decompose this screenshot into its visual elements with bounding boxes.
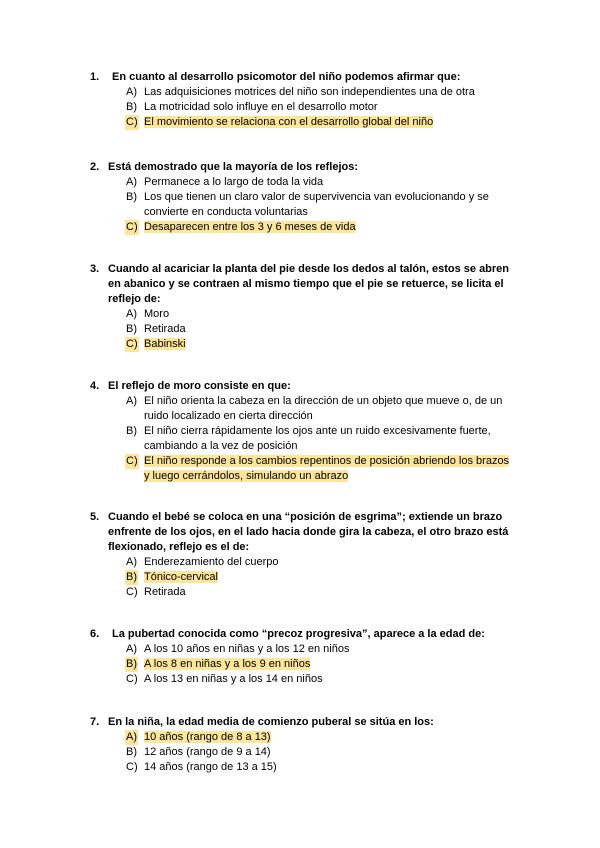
option-text: Las adquisiciones motrices del niño son independientes una de otra [144, 86, 475, 98]
option-letter: C) [126, 586, 138, 598]
option-a [0, 85, 600, 100]
option-letter: C) [126, 761, 138, 773]
option-letter: B) [126, 571, 137, 583]
option-letter: B) [126, 425, 137, 437]
option-a-correct [0, 730, 600, 745]
question-number: 4. [90, 380, 100, 392]
question-7 [0, 715, 600, 775]
option-b [0, 745, 600, 760]
option-letter: C) [126, 455, 138, 467]
option-text-highlighted: Babinski [144, 338, 186, 350]
option-letter: A) [126, 731, 137, 743]
option-letter: C) [126, 673, 138, 685]
option-a [0, 394, 600, 424]
option-b [0, 424, 600, 454]
question-stem [0, 262, 600, 307]
option-text: Retirada [144, 323, 186, 335]
option-c-correct [0, 220, 600, 235]
question-number: 2. [90, 161, 100, 173]
question-number: 6. [90, 628, 100, 640]
option-c [0, 585, 600, 600]
question-text: En la niña, la edad media de comienzo puberal se sitúa en los: [108, 716, 434, 728]
option-text: 14 años (rango de 13 a 15) [144, 761, 277, 773]
question-stem [0, 510, 600, 555]
question-text: Está demostrado que la mayoría de los reflejos: [108, 161, 359, 173]
question-stem [0, 379, 600, 394]
option-a [0, 642, 600, 657]
option-letter: A) [126, 395, 137, 407]
option-text: El niño orienta la cabeza en la dirección de un objeto que mueve o, de un ruido localizado en cierta dirección [144, 395, 503, 422]
option-text: Enderezamiento del cuerpo [144, 556, 279, 568]
option-text-highlighted: El movimiento se relaciona con el desarrollo global del niño [144, 116, 434, 128]
question-stem [0, 70, 600, 85]
option-c-correct [0, 115, 600, 130]
option-b [0, 190, 600, 220]
question-text: En cuanto al desarrollo psicomotor del niño podemos afirmar que: [112, 71, 461, 83]
question-3 [0, 262, 600, 352]
option-letter: C) [126, 221, 138, 233]
question-4 [0, 379, 600, 484]
question-number: 1. [90, 71, 100, 83]
question-number: 3. [90, 263, 100, 275]
question-stem [0, 627, 600, 642]
option-letter: B) [126, 191, 137, 203]
option-c [0, 672, 600, 687]
option-letter: C) [126, 338, 138, 350]
option-text: La motricidad solo influye en el desarrollo motor [144, 101, 378, 113]
option-a [0, 307, 600, 322]
option-letter: B) [126, 101, 137, 113]
option-letter: B) [126, 746, 137, 758]
option-letter: B) [126, 658, 137, 670]
option-text: El niño cierra rápidamente los ojos ante un ruido excesivamente fuerte, cambiando a la vez de posición [144, 425, 491, 452]
question-text: Cuando el bebé se coloca en una “posición de esgrima”; extiende un brazo enfrente de los ojos, en el lado hacia donde gira la cabeza, el otro brazo está flexionado, reflejo es el de: [108, 511, 509, 553]
option-letter: A) [126, 308, 137, 320]
question-number: 5. [90, 511, 100, 523]
option-text: 12 años (rango de 9 a 14) [144, 746, 271, 758]
option-text: A los 13 en niñas y a los 14 en niños [144, 673, 323, 685]
option-text-highlighted: El niño responde a los cambios repentinos de posición abriendo los brazos y luego cerrándolos, simulando un abrazo [144, 455, 510, 482]
option-c-correct [0, 454, 600, 484]
option-b-correct [0, 570, 600, 585]
option-c-correct [0, 337, 600, 352]
option-b-correct [0, 657, 600, 672]
option-text: Permanece a lo largo de toda la vida [144, 176, 324, 188]
option-letter: C) [126, 116, 138, 128]
option-b [0, 100, 600, 115]
option-text: A los 10 años en niñas y a los 12 en niños [144, 643, 350, 655]
option-text: Los que tienen un claro valor de supervivencia van evolucionando y se convierte en conducta voluntarias [144, 191, 489, 218]
option-letter: A) [126, 86, 137, 98]
question-text: El reflejo de moro consiste en que: [108, 380, 291, 392]
question-number: 7. [90, 716, 100, 728]
option-letter: B) [126, 323, 137, 335]
option-c [0, 760, 600, 775]
question-stem [0, 715, 600, 730]
option-letter: A) [126, 176, 137, 188]
option-letter: A) [126, 556, 137, 568]
question-2 [0, 160, 600, 235]
option-text: Moro [144, 308, 170, 320]
question-6 [0, 627, 600, 687]
question-text: La pubertad conocida como “precoz progresiva”, aparece a la edad de: [112, 628, 485, 640]
option-letter: A) [126, 643, 137, 655]
question-5 [0, 510, 600, 600]
question-stem [0, 160, 600, 175]
option-a [0, 555, 600, 570]
option-text-highlighted: Desaparecen entre los 3 y 6 meses de vida [144, 221, 356, 233]
option-text-highlighted: 10 años (rango de 8 a 13) [144, 731, 271, 743]
option-text-highlighted: Tónico-cervical [144, 571, 218, 583]
option-b [0, 322, 600, 337]
option-text: Retirada [144, 586, 186, 598]
option-text-highlighted: A los 8 en niñas y a los 9 en niños [144, 658, 311, 670]
option-a [0, 175, 600, 190]
question-text: Cuando al acariciar la planta del pie desde los dedos al talón, estos se abren en abanico y se contraen al mismo tiempo que el pie se retuerce, se licita el reflejo de: [108, 263, 510, 305]
question-1 [0, 70, 600, 130]
